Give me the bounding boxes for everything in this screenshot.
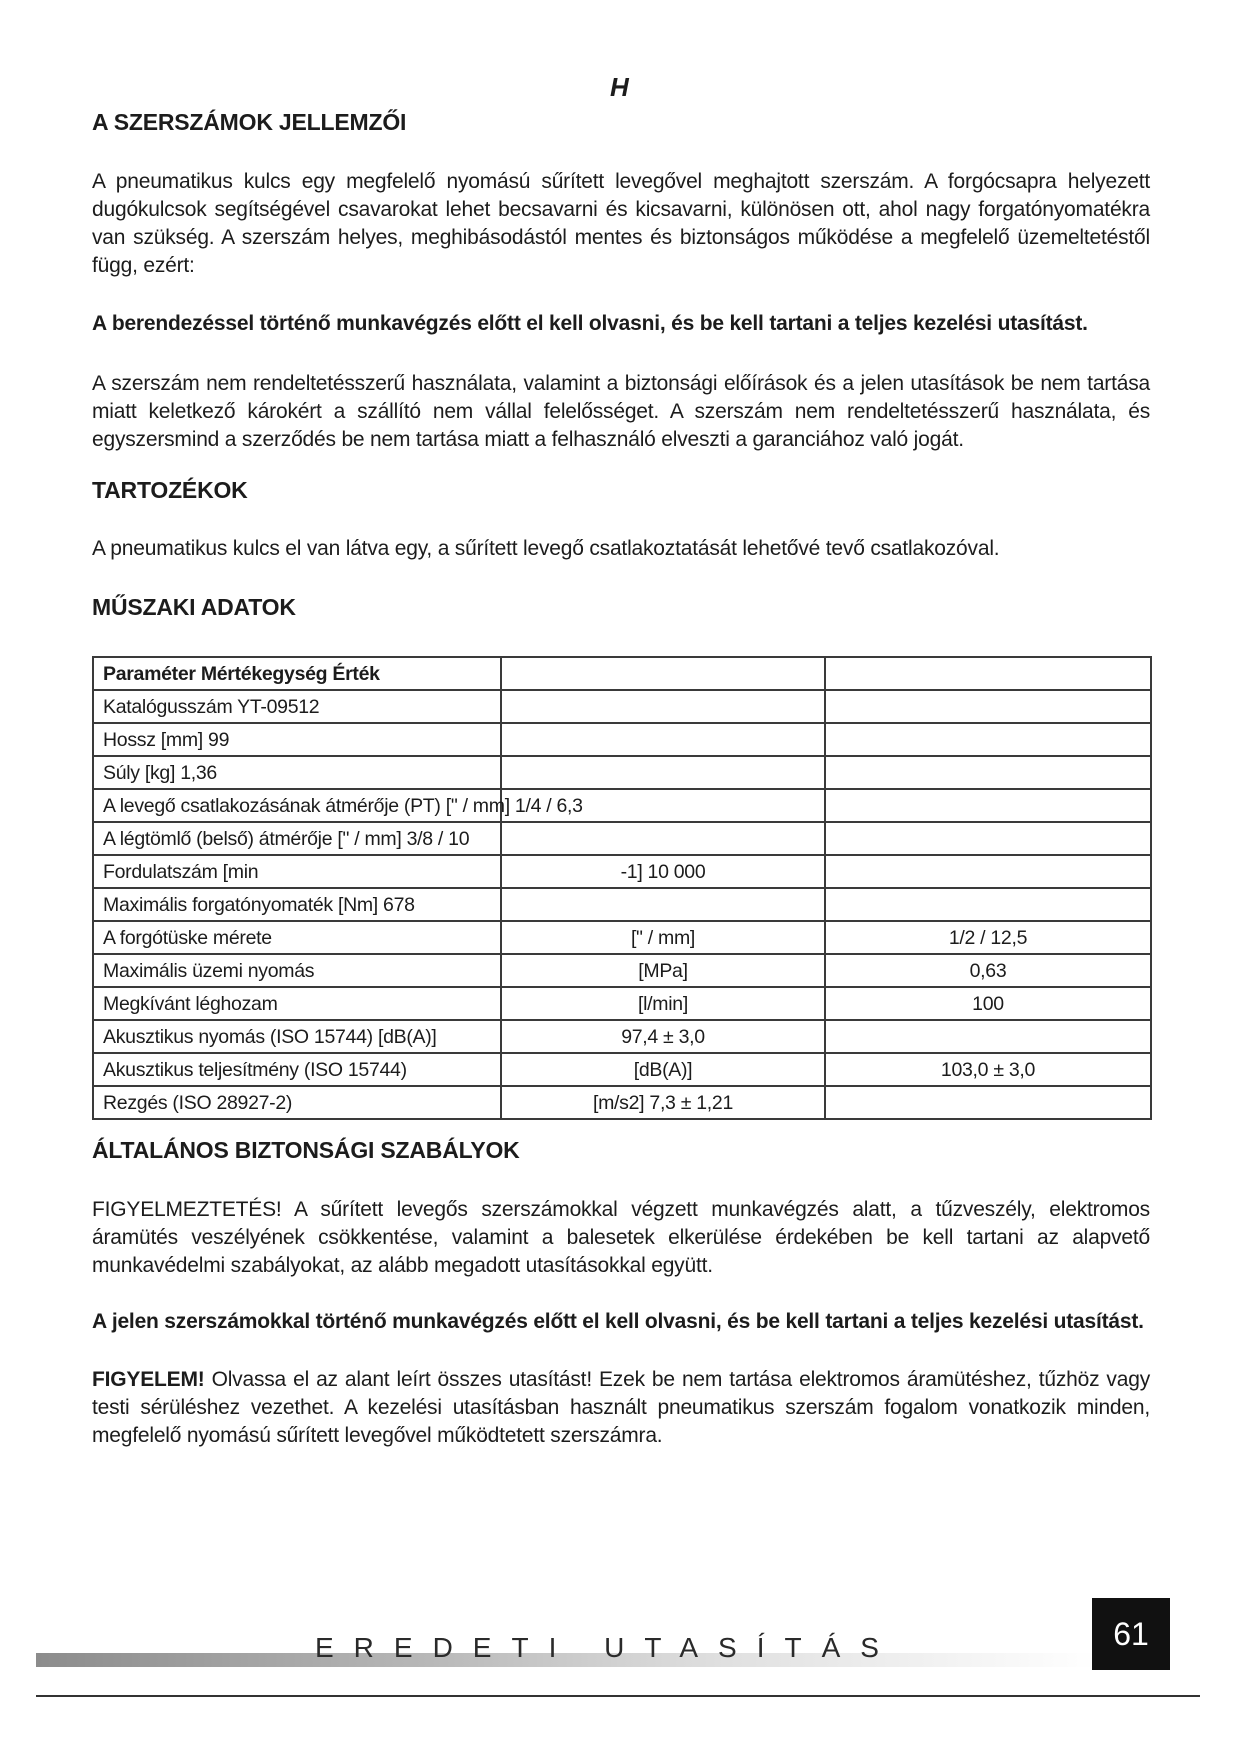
table-cell: A légtömlő (belső) átmérője [" / mm] 3/8 / 10 [93, 822, 501, 855]
table-cell: Maximális üzemi nyomás [93, 954, 501, 987]
paragraph-read-instructions-2: A jelen szerszámokkal történő munkavégzés előtt el kell olvasni, és be kell tartani a teljes kezelési utasítást. [92, 1310, 1144, 1333]
table-cell: 100 [825, 987, 1151, 1020]
table-row [93, 723, 1151, 756]
table-cell: A forgótüske mérete [93, 921, 501, 954]
paragraph-read-instructions: A berendezéssel történő munkavégzés előtt el kell olvasni, és be kell tartani a teljes kezelési utasítást. [92, 312, 1088, 335]
table-header-cell: Paraméter Mértékegység Érték [93, 657, 501, 690]
heading-features: A SZERSZÁMOK JELLEMZŐI [92, 109, 407, 135]
table-cell: 0,63 [825, 954, 1151, 987]
technical-data-table [92, 656, 1152, 1120]
table-cell: 1/2 / 12,5 [825, 921, 1151, 954]
table-cell: Akusztikus nyomás (ISO 15744) [dB(A)] [93, 1020, 501, 1053]
table-cell: Súly [kg] 1,36 [93, 756, 501, 789]
table-cell: Akusztikus teljesítmény (ISO 15744) [93, 1053, 501, 1086]
table-row [93, 690, 1151, 723]
table-row [93, 1086, 1151, 1119]
table-row [93, 822, 1151, 855]
table-row [93, 1020, 1151, 1053]
table-row [93, 1053, 1151, 1086]
paragraph-liability: A szerszám nem rendeltetésszerű használata, valamint a biztonsági előírások és a jelen utasítások be nem tartása miatt keletkező károkért a szállító nem vállal felelősséget. A szerszám nem rendeltetésszerű használata, és egyszersmind a szerződés be nem tartása miatt a felhasználó elveszti a garanciához való jogát. [92, 372, 1150, 451]
table-cell: [" / mm] [501, 921, 825, 954]
footer-divider [36, 1695, 1200, 1697]
table-row [93, 789, 1151, 822]
table-cell: [m/s2] 7,3 ± 1,21 [501, 1086, 825, 1119]
paragraph-attention [92, 1366, 1150, 1450]
table-row [93, 855, 1151, 888]
table-cell: 97,4 ± 3,0 [501, 1020, 825, 1053]
table-row [93, 954, 1151, 987]
attention-text: Olvassa el az alant leírt összes utasítást! Ezek be nem tartása elektromos áramütéshez, tűzhöz vagy testi sérüléshez vezethet. A kezelési utasításban használt pneumatikus szerszám fogalom vonatkozik minden, megfelelő nyomású sűrített levegővel működtetett szerszámra. [92, 1368, 1150, 1447]
table-cell: 103,0 ± 3,0 [825, 1053, 1151, 1086]
document-body [92, 108, 1150, 1450]
paragraph-features-intro: A pneumatikus kulcs egy megfelelő nyomású sűrített levegővel meghajtott szerszám. A forgócsapra helyezett dugókulcsok segítségével csavarokat lehet becsavarni és kicsavarni, különösen ott, ahol nagy forgatónyomatékra van szükség. A szerszám helyes, meghibásodástól mentes és biztonságos működése a megfelelő üzemeltetéstől függ, ezért: [92, 170, 1150, 277]
table-cell: Megkívánt léghozam [93, 987, 501, 1020]
heading-technical-data: MŰSZAKI ADATOK [92, 594, 296, 620]
table-cell: Rezgés (ISO 28927-2) [93, 1086, 501, 1119]
table-row [93, 756, 1151, 789]
table-cell: A levegő csatlakozásának átmérője (PT) [" / mm] 1/4 / 6,3 [93, 789, 501, 822]
page-number: 61 [1092, 1598, 1170, 1670]
table-row [93, 921, 1151, 954]
table-header-row [93, 657, 1151, 690]
table-row [93, 888, 1151, 921]
table-cell: [dB(A)] [501, 1053, 825, 1086]
heading-accessories: TARTOZÉKOK [92, 477, 248, 503]
table-cell: Maximális forgatónyomaték [Nm] 678 [93, 888, 501, 921]
attention-label: FIGYELEM! [92, 1368, 205, 1391]
table-cell: -1] 10 000 [501, 855, 825, 888]
table-cell: [l/min] [501, 987, 825, 1020]
page-language-letter: H [610, 72, 629, 102]
table-cell: Katalógusszám YT-09512 [93, 690, 501, 723]
paragraph-warning: FIGYELMEZTETÉS! A sűrített levegős szerszámokkal végzett munkavégzés alatt, a tűzveszély, elektromos áramütés veszélyének csökkentése, valamint a balesetek elkerülése érdekében be kell tartani az alapvető munkavédelmi szabályokat, az alább megadott utasításokkal együtt. [92, 1198, 1150, 1277]
table-row [93, 987, 1151, 1020]
table-cell: Fordulatszám [min [93, 855, 501, 888]
heading-general-safety: ÁLTALÁNOS BIZTONSÁGI SZABÁLYOK [92, 1137, 520, 1163]
table-cell: Hossz [mm] 99 [93, 723, 501, 756]
paragraph-accessories: A pneumatikus kulcs el van látva egy, a sűrített levegő csatlakoztatását lehetővé tevő csatlakozóval. [92, 537, 1000, 560]
table-cell: [MPa] [501, 954, 825, 987]
footer-original-instructions: EREDETI UTASÍTÁS [315, 1632, 899, 1663]
